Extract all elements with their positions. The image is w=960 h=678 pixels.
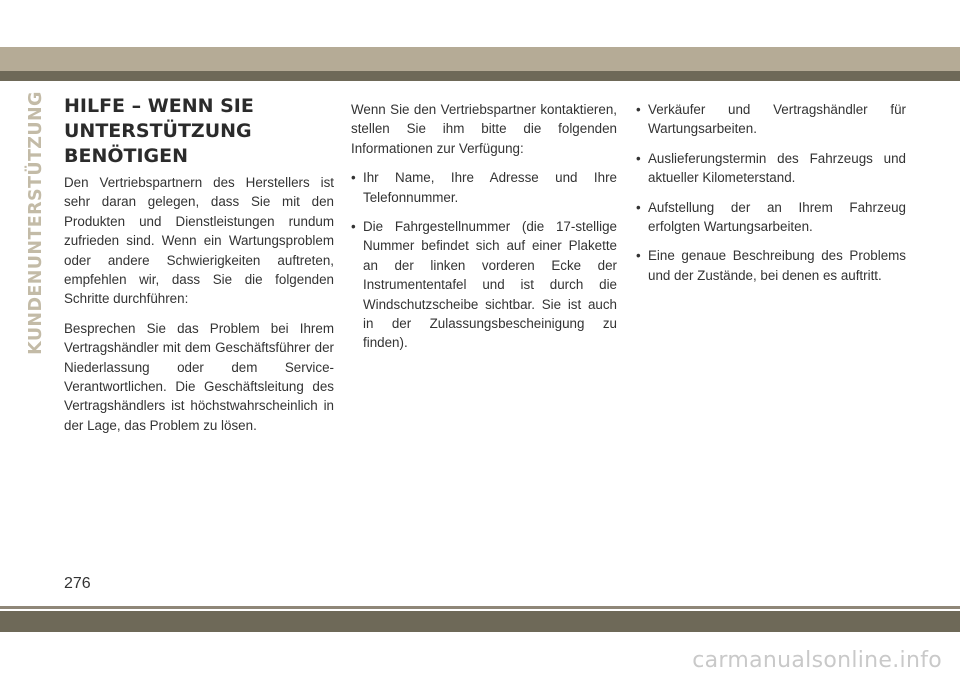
page-number: 276 — [64, 575, 91, 592]
bullet-list — [351, 168, 617, 353]
section-heading: HILFE – WENN SIE UNTERSTÜTZUNG BENÖTIGEN — [64, 95, 254, 167]
column-2 — [351, 100, 617, 363]
paragraph: Besprechen Sie das Problem bei Ihrem Vertragshändler mit dem Geschäftsführer der Niederlassung oder dem Service-Verantwortlichen. Die Geschäftsleitung des Vertragshändlers ist höchstwahrscheinlich in der Lage, das Problem zu lösen. — [64, 320, 334, 433]
bullet-list — [636, 100, 906, 285]
column-3 — [636, 100, 906, 295]
list-item: • Eine genaue Beschreibung des Problems und der Zustände, bei denen es auftritt. — [636, 246, 906, 285]
paragraph-intro: Wenn Sie den Vertriebspartner kontaktieren, stellen Sie ihm bitte die folgenden Informationen zur Verfügung: — [351, 102, 617, 156]
watermark: carmanualsonline.info — [692, 648, 942, 673]
bottom-rule — [0, 606, 960, 609]
list-item: • Ihr Name, Ihre Adresse und Ihre Telefonnummer. — [351, 168, 617, 207]
top-band — [0, 47, 960, 71]
side-section-tab — [24, 90, 48, 355]
top-band-stripe — [0, 71, 960, 81]
list-item: • Auslieferungstermin des Fahrzeugs und aktueller Kilometerstand. — [636, 149, 906, 188]
bottom-band — [0, 611, 960, 632]
list-item: • Verkäufer und Vertragshändler für Wartungsarbeiten. — [636, 100, 906, 139]
paragraph: Den Vertriebspartnern des Herstellers ist sehr daran gelegen, dass Sie mit den Produkten und Dienstleistungen rundum zufrieden sind. Wenn ein Wartungsproblem oder andere Schwierigkeiten auftreten, empfehlen wir, dass Sie die folgenden Schritte durchführen: — [64, 175, 334, 307]
column-1 — [64, 173, 334, 445]
list-item: • Die Fahrgestellnummer (die 17-stellige Nummer befindet sich auf einer Plakette an der linken vorderen Ecke der Instrumententafel und ist durch die Windschutzscheibe sichtbar. Sie ist auch in der Zulassungsbescheinigung zu finden). — [351, 217, 617, 353]
side-section-label: KUNDENUNTERSTÜTZUNG — [26, 90, 47, 355]
list-item: • Aufstellung der an Ihrem Fahrzeug erfolgten Wartungsarbeiten. — [636, 198, 906, 237]
